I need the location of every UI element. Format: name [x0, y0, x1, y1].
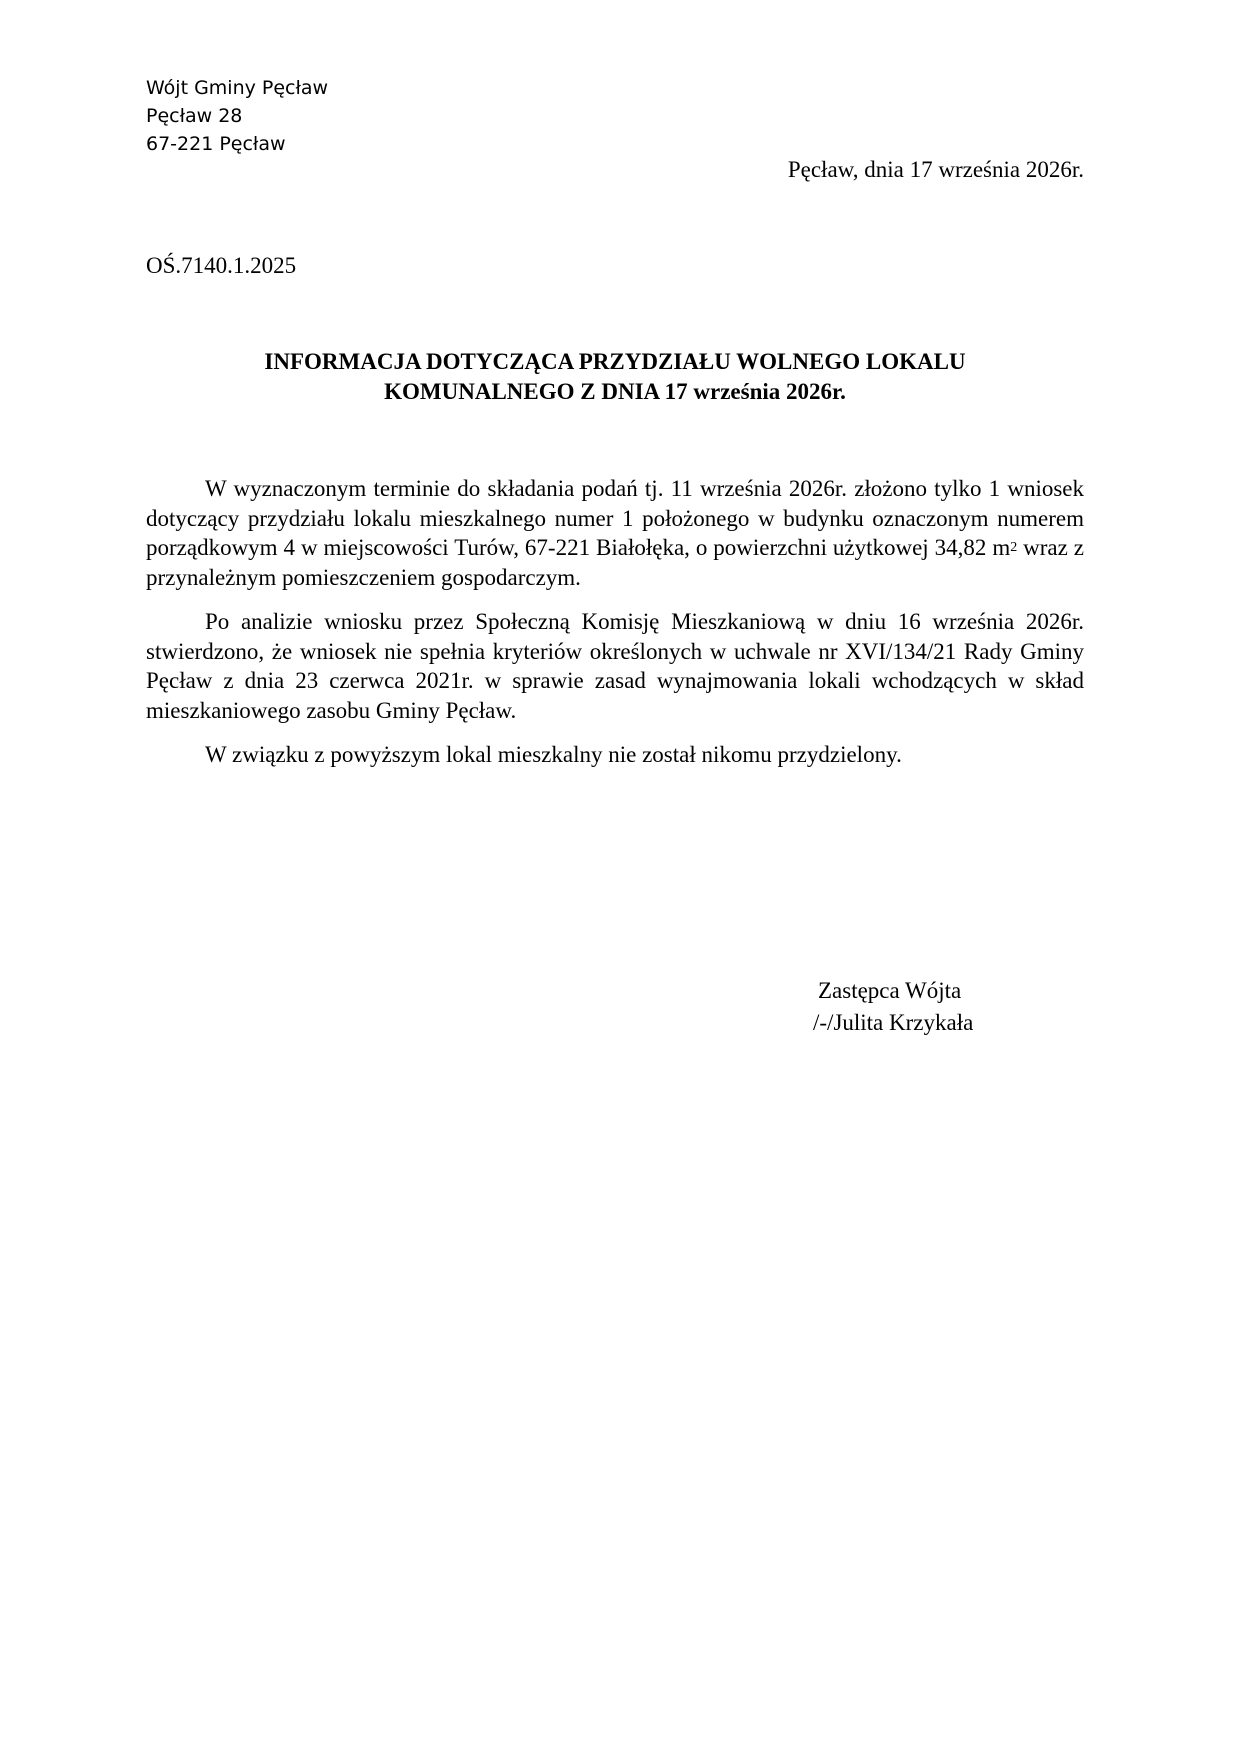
paragraph-1-tail: wraz z przynależnym pomieszczeniem gospodarczym.	[146, 535, 1084, 590]
document-title	[146, 347, 1084, 407]
signature-block	[813, 975, 974, 1039]
sender-address	[146, 74, 328, 158]
reference-number: OŚ.7140.1.2025	[146, 253, 297, 278]
signature-name: /-/Julita Krzykała	[813, 1010, 974, 1035]
body-paragraph-1	[146, 474, 1084, 592]
sender-street: Pęcław 28	[146, 105, 243, 127]
document-body	[146, 474, 1084, 785]
signature-role: Zastępca Wójta	[818, 978, 962, 1003]
sender-name: Wójt Gminy Pęcław	[146, 77, 329, 99]
body-paragraph-3: W związku z powyższym lokal mieszkalny nie został nikomu przydzielony.	[205, 742, 902, 767]
title-line-1: INFORMACJA DOTYCZĄCA PRZYDZIAŁU WOLNEGO LOKALU	[264, 349, 966, 374]
superscript-2: 2	[1010, 540, 1018, 555]
sender-postal: 67-221 Pęcław	[146, 133, 286, 155]
place-date: Pęcław, dnia 17 września 2026r.	[787, 157, 1084, 182]
paragraph-1-text: W wyznaczonym terminie do składania podań tj. 11 września 2026r. złożono tylko 1 wniosek dotyczący przydziału lokalu mieszkalnego numer 1 położonego w budynku oznaczonym numerem porządkowym 4 w miejscowości Turów, 67-221 Białołęka, o powierzchni użytkowej 34,82 m	[146, 476, 1084, 560]
title-line-2: KOMUNALNEGO Z DNIA 17 września 2026r.	[384, 379, 846, 404]
body-paragraph-2: Po analizie wniosku przez Społeczną Komisję Mieszkaniową w dniu 16 września 2026r. stwierdzono, że wniosek nie spełnia kryteriów określonych w uchwale nr XVI/134/21 Rady Gminy Pęcław z dnia 23 czerwca 2021r. w sprawie zasad wynajmowania lokali wchodzących w skład mieszkaniowego zasobu Gminy Pęcław.	[146, 609, 1084, 723]
